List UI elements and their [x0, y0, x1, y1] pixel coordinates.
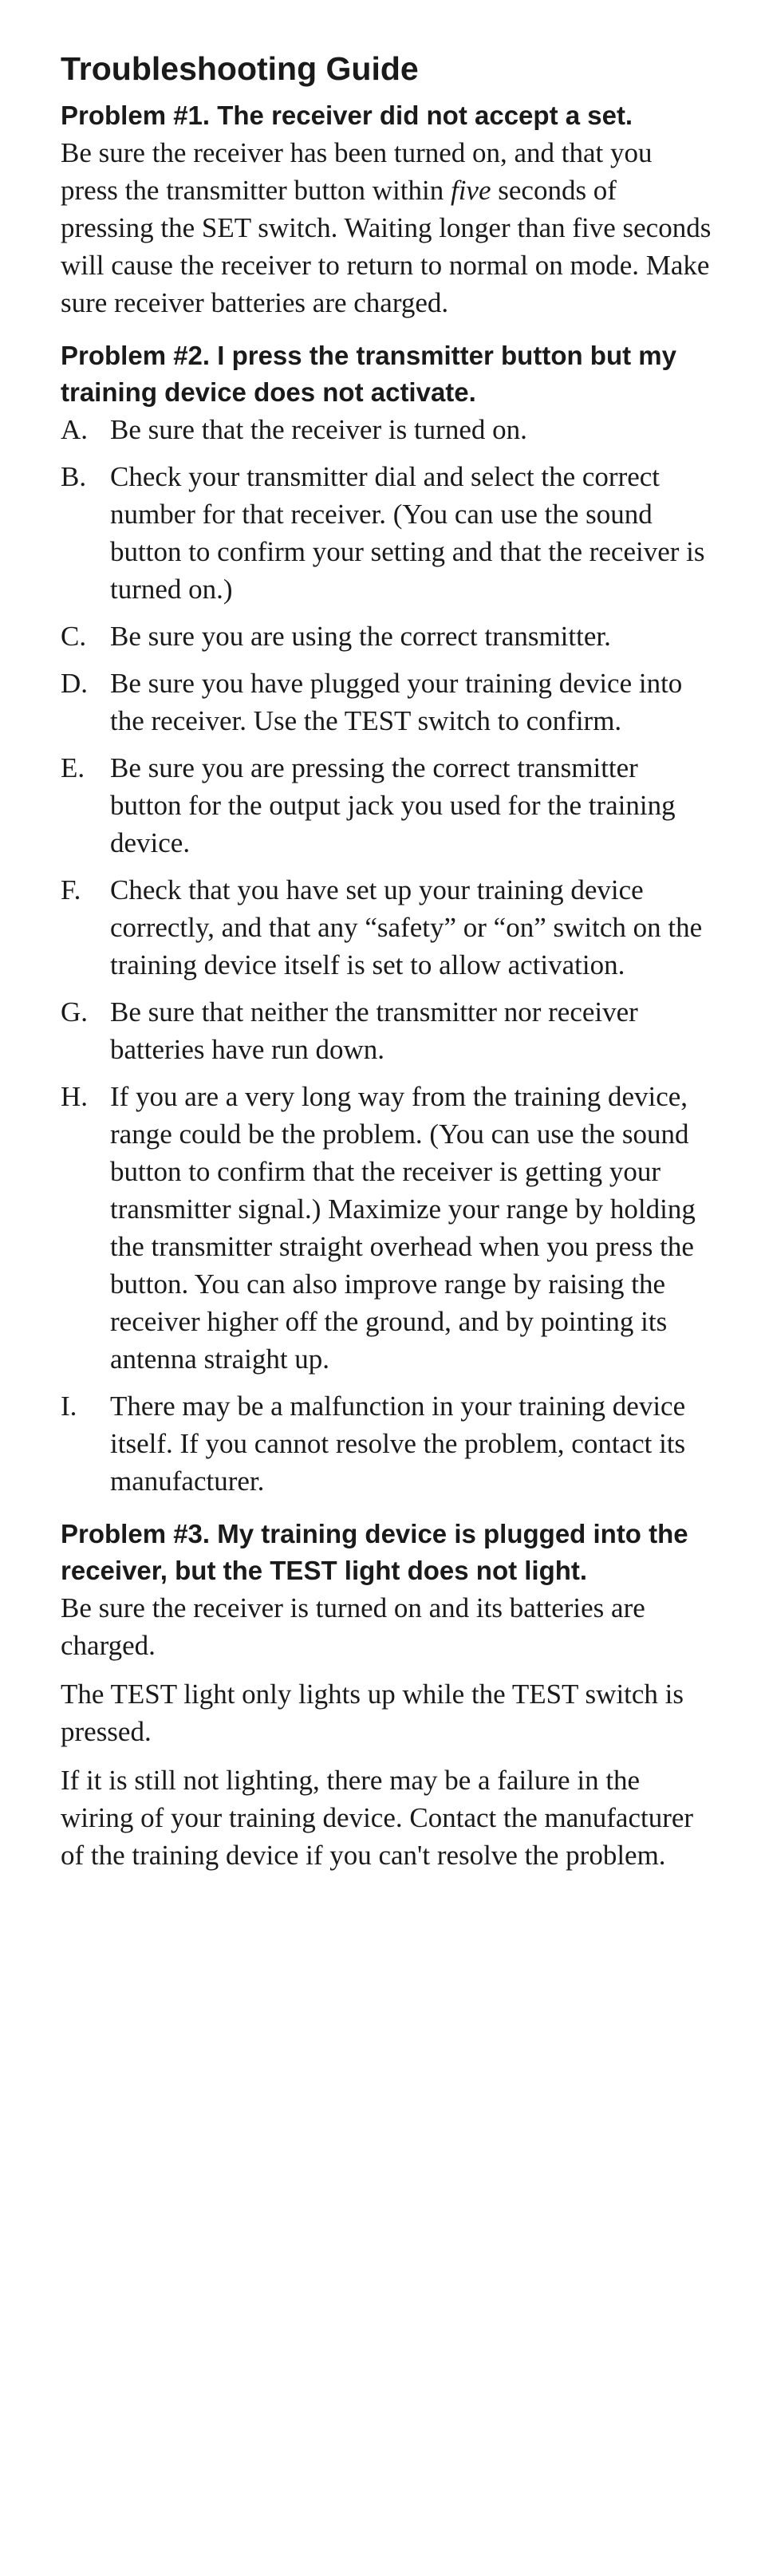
problem-3-paragraph-3: If it is still not lighting, there may be a failure in the wiring of your training device. Contact the manufacturer of the training device if you can't resolve the problem. — [61, 1765, 694, 1871]
list-item — [61, 871, 715, 984]
list-item-text: Be sure you have plugged your training device into the receiver. Use the TEST switch to confirm. — [110, 668, 683, 736]
list-item — [61, 458, 715, 608]
list-item-letter: C. — [61, 621, 87, 652]
list-item-letter: A. — [61, 414, 89, 445]
list-item-text: Be sure you are pressing the correct transmitter button for the output jack you used for the training device. — [110, 752, 676, 858]
problem-3-section — [61, 1516, 715, 1874]
problem-3-paragraph-2: The TEST light only lights up while the TEST switch is pressed. — [61, 1679, 684, 1747]
problem-1-text-start: Be sure the receiver has been turned on, and that you press the transmitter button within — [61, 137, 653, 206]
problem-3-heading: Problem #3. My training device is plugged into the receiver, but the TEST light does not light. — [61, 1519, 688, 1585]
list-item-text: If you are a very long way from the training device, range could be the problem. (You can use the sound button to confirm that the receiver is getting your transmitter signal.) Maximize your range by holding the transmitter straight overhead when you press the button. You can also improve range by raising the receiver higher off the ground, and by pointing its antenna straight up. — [110, 1081, 696, 1375]
problem-1-heading: Problem #1. The receiver did not accept a set. — [61, 101, 633, 130]
problem-2-checklist — [61, 411, 715, 1500]
list-item-letter: F. — [61, 874, 81, 905]
list-item — [61, 665, 715, 740]
list-item — [61, 1387, 715, 1500]
list-item-text: Be sure you are using the correct transmitter. — [110, 621, 611, 652]
list-item-letter: G. — [61, 996, 89, 1028]
list-item-text: Be sure that the receiver is turned on. — [110, 414, 527, 445]
list-item — [61, 617, 715, 655]
list-item — [61, 411, 715, 448]
problem-1-text — [61, 134, 715, 322]
list-item — [61, 749, 715, 862]
list-item-letter: H. — [61, 1081, 89, 1112]
problem-3-paragraph-1: Be sure the receiver is turned on and its batteries are charged. — [61, 1592, 645, 1661]
problem-1-text-end: seconds of pressing the SET switch. Waiting longer than five seconds will cause the receiver to return to normal on mode. Make sure receiver batteries are charged. — [61, 175, 712, 318]
problem-1-section — [61, 97, 715, 322]
list-item-letter: D. — [61, 668, 89, 699]
troubleshooting-page — [61, 48, 715, 1890]
list-item-text: Check your transmitter dial and select the correct number for that receiver. (You can use the sound button to confirm your setting and that the receiver is turned on.) — [110, 461, 705, 605]
list-item — [61, 1078, 715, 1378]
problem-2-section — [61, 337, 715, 1500]
list-item-text: Check that you have set up your training device correctly, and that any “safety” or “on” switch on the training device itself is set to allow activation. — [110, 874, 703, 980]
list-item-letter: I. — [61, 1391, 77, 1422]
list-item-letter: B. — [61, 461, 87, 492]
list-item — [61, 993, 715, 1068]
problem-1-text-emphasis: five — [450, 175, 491, 206]
list-item-text: Be sure that neither the transmitter nor receiver batteries have run down. — [110, 996, 638, 1065]
list-item-text: There may be a malfunction in your training device itself. If you cannot resolve the problem, contact its manufacturer. — [110, 1391, 686, 1497]
list-item-letter: E. — [61, 752, 85, 783]
page-title: Troubleshooting Guide — [61, 50, 419, 87]
problem-2-heading: Problem #2. I press the transmitter button but my training device does not activate. — [61, 341, 676, 407]
